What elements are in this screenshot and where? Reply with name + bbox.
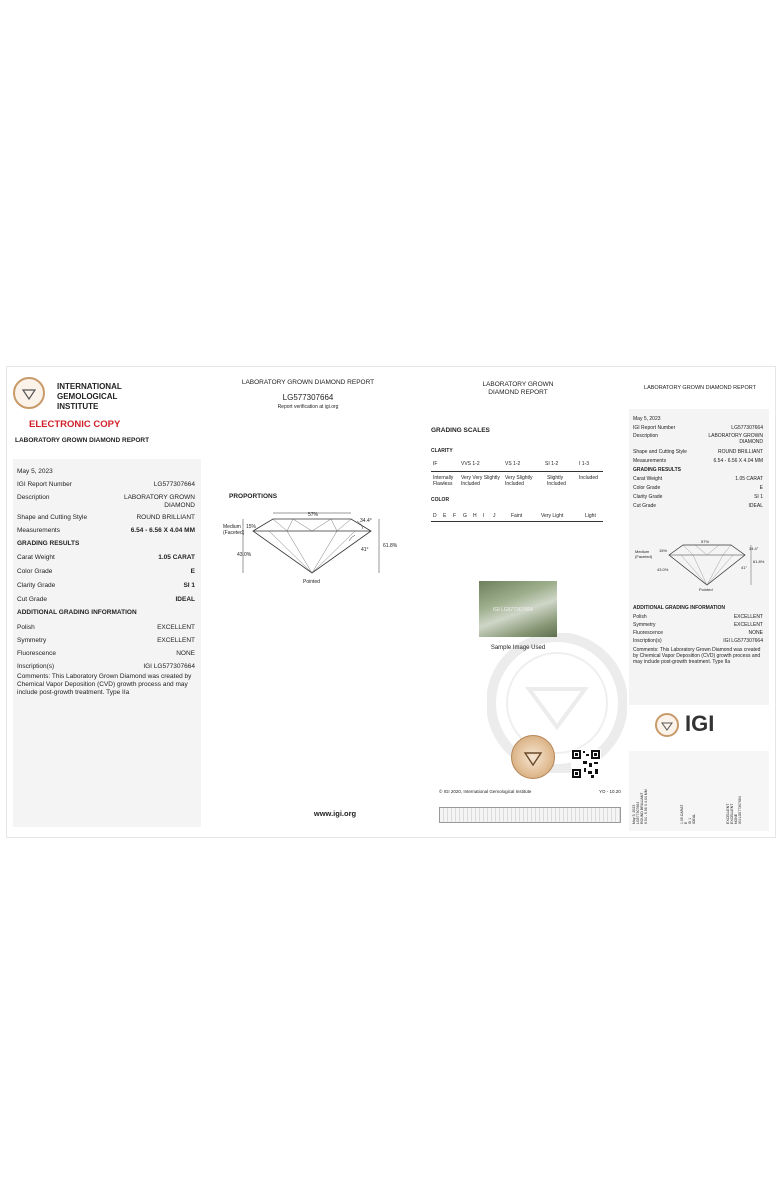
field-label: Shape and Cutting Style: [17, 514, 88, 521]
middle-title: LABORATORY GROWN DIAMOND REPORT: [241, 379, 375, 386]
crown-height-small: 15%: [659, 548, 668, 553]
field-row: [633, 433, 763, 447]
igi-logo-seal-icon: [655, 713, 679, 737]
color-scale-line: [431, 521, 603, 522]
result-row: [633, 494, 763, 502]
scales-panel: [413, 367, 623, 837]
mini-date: May 5, 2023: [632, 804, 636, 824]
result-value: IDEAL: [175, 596, 195, 603]
report-date: May 5, 2023: [633, 416, 661, 422]
field-row: [17, 494, 195, 512]
field-row: [17, 527, 195, 537]
left-panel: [7, 367, 203, 837]
website: www.igi.org: [313, 809, 357, 818]
qr-code-icon: [571, 749, 601, 779]
clarity-grade: IF: [433, 461, 438, 467]
clarity-grade: I 1-3: [579, 461, 590, 467]
result-label: Clarity Grade: [633, 494, 663, 500]
pavilion-angle-small: 41°: [741, 565, 748, 570]
mini-report-number: LG577307664: [636, 801, 640, 824]
additional-value: IGI LG577307664: [143, 663, 195, 670]
rotated-text-block: [726, 754, 742, 824]
grading-results-heading: GRADING RESULTS: [17, 540, 80, 547]
additional-value: EXCELLENT: [733, 614, 763, 620]
igi-logo-text: IGI: [685, 711, 715, 736]
color-heading: COLOR: [431, 497, 450, 503]
result-value: SI 1: [183, 582, 195, 589]
security-strip: [439, 807, 621, 823]
field-value: LG577307664: [153, 481, 195, 488]
color-desc: Very Light: [541, 513, 564, 519]
comments: Comments: This Laboratory Grown Diamond was created by Chemical Vapor Deposition (CVD) growth process and may include post-growth treatment. Type IIa: [633, 647, 761, 665]
result-label: Cut Grade: [633, 503, 657, 509]
mini-symmetry: EXCELLENT: [730, 803, 734, 824]
middle-panel: [203, 367, 413, 837]
table-percent-small: 57%: [701, 539, 710, 544]
igi-logo: [655, 711, 735, 741]
additional-label: Symmetry: [17, 637, 47, 644]
field-value: LABORATORY GROWN DIAMOND: [123, 494, 195, 509]
result-label: Clarity Grade: [17, 582, 56, 589]
result-value: 1.05 CARAT: [735, 476, 763, 482]
additional-row: [633, 638, 763, 646]
field-row: [633, 458, 763, 466]
electronic-copy-label: ELECTRONIC COPY: [29, 419, 121, 430]
crown-angle-small: 34.4°: [749, 546, 759, 551]
result-value: E: [190, 568, 195, 575]
additional-row: [633, 614, 763, 622]
additional-row: [17, 637, 195, 647]
additional-label: Inscription(s): [633, 638, 662, 644]
field-label: Measurements: [633, 458, 667, 464]
field-value: 6.54 - 6.56 X 4.04 MM: [713, 458, 763, 464]
mini-shape: ROUND BRILLIANT: [640, 792, 644, 824]
rotated-text-block: [632, 754, 648, 824]
table-percent: 57%: [308, 512, 319, 518]
clarity-grade: SI 1-2: [545, 461, 559, 467]
pavilion-angle: 41°: [361, 547, 369, 553]
additional-value: EXCELLENT: [157, 624, 195, 631]
additional-value: EXCELLENT: [157, 637, 195, 644]
additional-label: Inscription(s): [17, 663, 55, 670]
field-row: [633, 425, 763, 433]
result-row: [633, 485, 763, 493]
culet-label: Pointed: [303, 579, 320, 585]
additional-value: NONE: [176, 650, 195, 657]
girdle-label-small: Medium (Faceted): [635, 549, 653, 559]
mini-color: E: [684, 821, 688, 824]
field-label: IGI Report Number: [633, 425, 676, 431]
additional-label: Symmetry: [633, 622, 656, 628]
color-grade: J: [493, 513, 496, 519]
sample-caption: Sample Image Used: [490, 645, 546, 651]
result-value: E: [759, 485, 763, 491]
field-value: 6.54 - 6.56 X 4.04 MM: [130, 527, 195, 534]
color-grade: H: [473, 513, 477, 519]
diamond-profile-diagram: [229, 507, 399, 587]
copyright: © IGI 2020, International Gemological Institute: [439, 789, 532, 794]
clarity-desc: Included: [579, 475, 598, 481]
color-grade: G: [463, 513, 467, 519]
institute-line: GEMOLOGICAL: [57, 392, 118, 401]
mini-report-strip: [629, 751, 769, 831]
institute-line: INTERNATIONAL: [57, 382, 122, 391]
left-details-box: [13, 459, 201, 827]
culet-label-small: Pointed: [699, 587, 713, 592]
additional-value: EXCELLENT: [733, 622, 763, 628]
mini-measurements: 6.54 - 6.56 X 4.04 MM: [644, 789, 648, 824]
result-row: [17, 596, 195, 606]
mini-inscription: IGI LG577307664: [738, 796, 742, 824]
field-value: ROUND BRILLIANT: [136, 514, 195, 521]
institute-name: [57, 382, 122, 412]
clarity-grade: VS 1-2: [505, 461, 521, 467]
field-row: [633, 449, 763, 457]
igi-watermark-icon: [487, 633, 627, 773]
additional-row: [17, 650, 195, 660]
scales-title-line: DIAMOND REPORT: [488, 389, 548, 396]
result-label: Cut Grade: [17, 596, 47, 603]
right-details-box: [629, 409, 769, 705]
mini-carat: 1.05 CARAT: [680, 804, 684, 824]
result-value: SI 1: [754, 494, 763, 500]
scales-title: [413, 381, 623, 397]
color-grade: E: [443, 513, 447, 519]
comments: Comments: This Laboratory Grown Diamond was created by Chemical Vapor Deposition (CVD) growth process and may include post-growth treatment. Type IIa: [17, 673, 192, 696]
form-code: YO - 10.20: [599, 789, 621, 794]
clarity-heading: CLARITY: [431, 448, 453, 454]
clarity-grade: VVS 1-2: [461, 461, 480, 467]
igi-gold-seal-icon: [511, 735, 555, 779]
total-depth-small: 61.8%: [753, 559, 765, 564]
additional-row: [17, 624, 195, 634]
report-title: LABORATORY GROWN DIAMOND REPORT: [15, 437, 150, 444]
result-label: Color Grade: [633, 485, 661, 491]
additional-label: Polish: [17, 624, 35, 631]
girdle-label: Medium (Faceted): [223, 524, 245, 536]
field-label: Description: [17, 494, 50, 501]
field-label: IGI Report Number: [17, 481, 72, 488]
result-row: [633, 476, 763, 484]
mini-fluorescence: NONE: [734, 813, 738, 824]
total-depth: 61.8%: [383, 543, 398, 549]
result-row: [17, 554, 195, 564]
additional-label: Polish: [633, 614, 647, 620]
additional-label: Fluorescence: [17, 650, 57, 657]
certificate: [6, 366, 776, 838]
result-label: Carat Weight: [633, 476, 663, 482]
field-row: [17, 481, 195, 491]
crown-angle: 34.4°: [360, 518, 372, 524]
additional-row: [633, 622, 763, 630]
clarity-desc: Very Very Slightly Included: [461, 475, 500, 487]
additional-row: [633, 630, 763, 638]
field-value: LABORATORY GROWN DIAMOND: [708, 433, 763, 445]
clarity-scale-line: [431, 471, 603, 472]
grading-scales-heading: GRADING SCALES: [431, 427, 490, 434]
color-grade: F: [453, 513, 457, 519]
additional-row: [17, 663, 195, 673]
additional-value: NONE: [748, 630, 763, 636]
right-title: LABORATORY GROWN DIAMOND REPORT: [644, 385, 756, 391]
report-number: LG577307664: [282, 393, 334, 402]
additional-heading: ADDITIONAL GRADING INFORMATION: [17, 609, 137, 616]
additional-label: Fluorescence: [633, 630, 664, 636]
mini-polish: EXCELLENT: [726, 803, 730, 824]
crown-height: 15%: [246, 524, 257, 530]
field-row: [17, 514, 195, 524]
additional-value: IGI LG577307664: [723, 638, 763, 644]
igi-seal-icon: [13, 377, 45, 409]
scales-title-line: LABORATORY GROWN: [482, 381, 554, 388]
color-desc: Light: [585, 513, 596, 519]
result-row: [633, 503, 763, 511]
right-panel: [625, 367, 775, 837]
mini-clarity: SI 1: [688, 817, 692, 824]
field-value: ROUND BRILLIANT: [717, 449, 763, 455]
clarity-desc: Very Slightly Included: [505, 475, 533, 487]
clarity-desc: Slightly Included: [547, 475, 566, 487]
color-desc: Faint: [511, 513, 523, 519]
report-date: May 5, 2023: [17, 468, 53, 475]
field-label: Description: [633, 433, 659, 439]
result-value: IDEAL: [748, 503, 763, 509]
result-row: [17, 582, 195, 592]
result-label: Color Grade: [17, 568, 53, 575]
sample-inscription: IGI LG577307664: [493, 607, 533, 613]
mini-cut: IDEAL: [692, 813, 696, 824]
result-label: Carat Weight: [17, 554, 55, 561]
color-grade: D: [433, 513, 437, 519]
result-value: 1.05 CARAT: [158, 554, 195, 561]
result-row: [17, 568, 195, 578]
report-verification: Report verification at igi.org: [277, 404, 339, 410]
color-grade: I: [483, 513, 485, 519]
clarity-desc: Internally Flawless: [433, 475, 454, 487]
pavilion-depth: 43.0%: [237, 552, 252, 558]
rotated-text-block: [680, 754, 696, 824]
institute-line: INSTITUTE: [57, 402, 99, 411]
field-label: Measurements: [17, 527, 60, 534]
field-label: Shape and Cutting Style: [633, 449, 687, 455]
additional-heading: ADDITIONAL GRADING INFORMATION: [633, 605, 726, 611]
grading-results-heading: GRADING RESULTS: [633, 467, 681, 473]
proportions-heading: PROPORTIONS: [229, 493, 278, 500]
sample-image: [479, 581, 557, 637]
field-value: LG577307664: [731, 425, 763, 431]
pavilion-depth-small: 43.0%: [657, 567, 669, 572]
